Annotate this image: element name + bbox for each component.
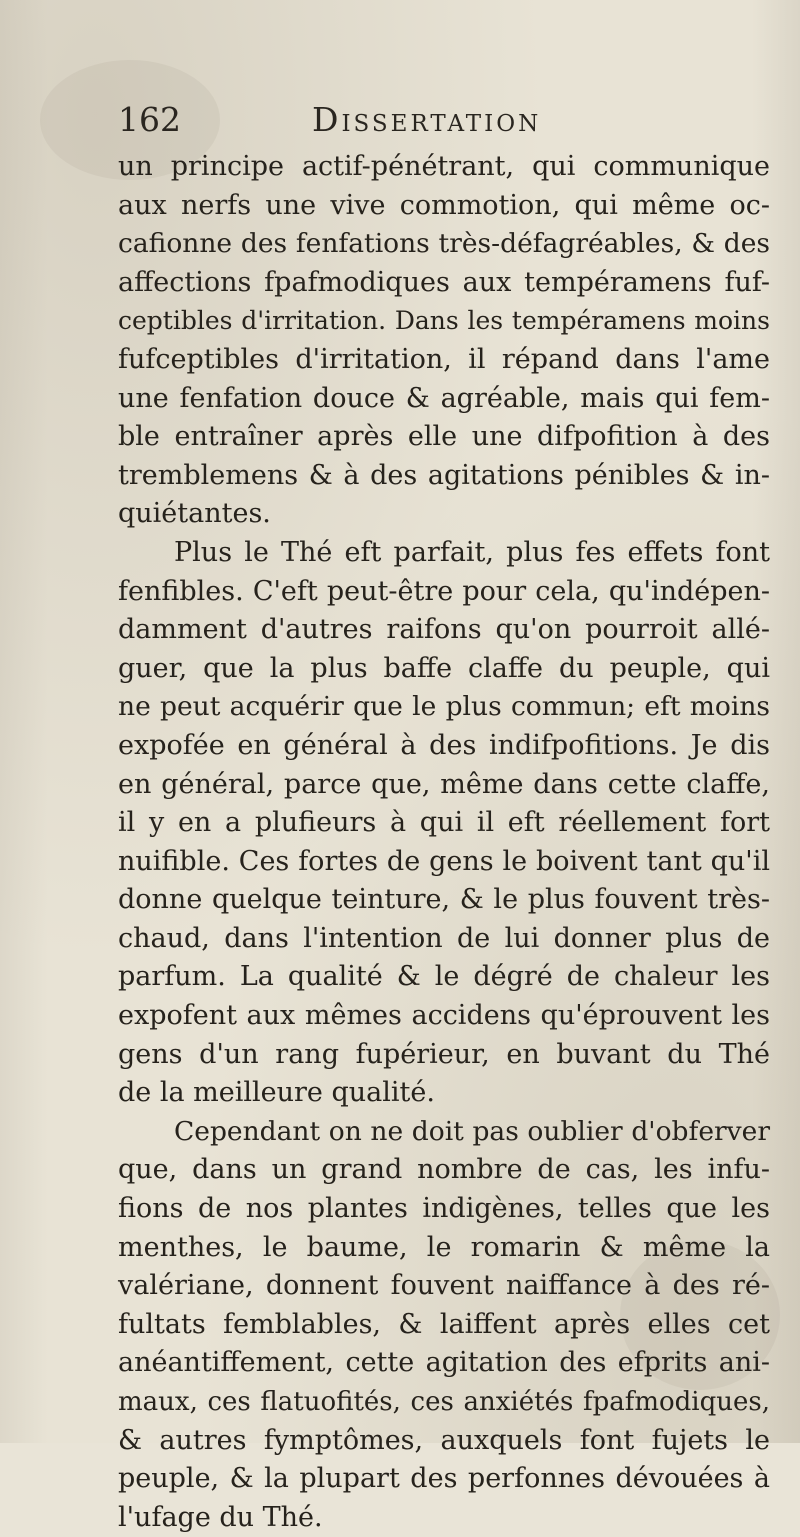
text-line: expofent aux mêmes accidens qu'éprouvent les — [118, 1000, 770, 1032]
text-line: Cependant on ne doit pas oublier d'obferver — [174, 1115, 770, 1147]
text-line: peuple, & la plupart des perfonnes dévouées à — [118, 1463, 770, 1495]
text-line: fultats femblables, & laiffent après elles cet — [118, 1308, 770, 1340]
text-line: chaud, dans l'intention de lui donner plus de — [118, 922, 770, 954]
text-line: donne quelque teinture, & le plus fouvent très- — [118, 884, 770, 916]
text-line: tremblemens & à des agitations pénibles & in- — [118, 459, 770, 491]
text-line: valériane, donnent fouvent naiffance à des ré- — [118, 1270, 770, 1302]
text-line: affections fpafmodiques aux tempéramens fuf- — [118, 266, 770, 298]
text-line: guer, que la plus baffe claffe du peuple, qui — [118, 652, 770, 684]
text-line: expofée en général à des indifpofitions. Je dis — [118, 729, 770, 761]
text-line: gens d'un rang fupérieur, en buvant du Thé — [118, 1038, 770, 1070]
text-line: Plus le Thé eft parfait, plus fes effets font — [174, 536, 770, 568]
text-line: parfum. La qualité & le dégré de chaleur les — [118, 961, 770, 993]
text-line: anéantiffement, cette agitation des efprits ani- — [118, 1347, 770, 1379]
text-line: damment d'autres raifons qu'on pourroit allé- — [118, 614, 770, 646]
text-line: il y en a plufieurs à qui il eft réellement fort — [118, 807, 770, 839]
page-body — [118, 148, 770, 1537]
text-line: l'ufage du Thé. — [118, 1501, 323, 1533]
text-line: aux nerfs une vive commotion, qui même oc- — [118, 189, 770, 221]
text-line: cafionne des fenfations très-défagréables, & des — [118, 228, 770, 260]
text-line: menthes, le baume, le romarin & même la — [118, 1231, 770, 1263]
running-title: Dissertation — [312, 100, 542, 139]
text-line: de la meilleure qualité. — [118, 1077, 435, 1109]
text-line: fions de nos plantes indigènes, telles que les — [118, 1193, 770, 1225]
text-line: quiétantes. — [118, 498, 271, 530]
text-line: fenfibles. C'eft peut-être pour cela, qu'indépen- — [118, 575, 770, 607]
text-line: ne peut acquérir que le plus commun; eft moins — [118, 691, 770, 723]
text-line: que, dans un grand nombre de cas, les infu- — [118, 1154, 770, 1186]
text-line: ble entraîner après elle une difpofition à des — [118, 421, 770, 453]
text-line: fufceptibles d'irritation, il répand dans l'ame — [118, 343, 770, 375]
text-line: en général, parce que, même dans cette claffe, — [118, 768, 770, 800]
text-line: un principe actif-pénétrant, qui communique — [118, 151, 770, 182]
text-line: ceptibles d'irritation. Dans les tempéramens moins — [118, 306, 770, 336]
text-line: maux, ces flatuofités, ces anxiétés fpafmodiques, — [118, 1387, 770, 1417]
text-line: & autres fymptômes, auxquels font fujets le — [118, 1424, 770, 1456]
page-number: 162 — [118, 100, 181, 139]
page-header — [118, 100, 758, 140]
text-line: nuifible. Ces fortes de gens le boivent tant qu'il — [118, 845, 770, 877]
text-line: une fenfation douce & agréable, mais qui fem- — [118, 382, 770, 414]
